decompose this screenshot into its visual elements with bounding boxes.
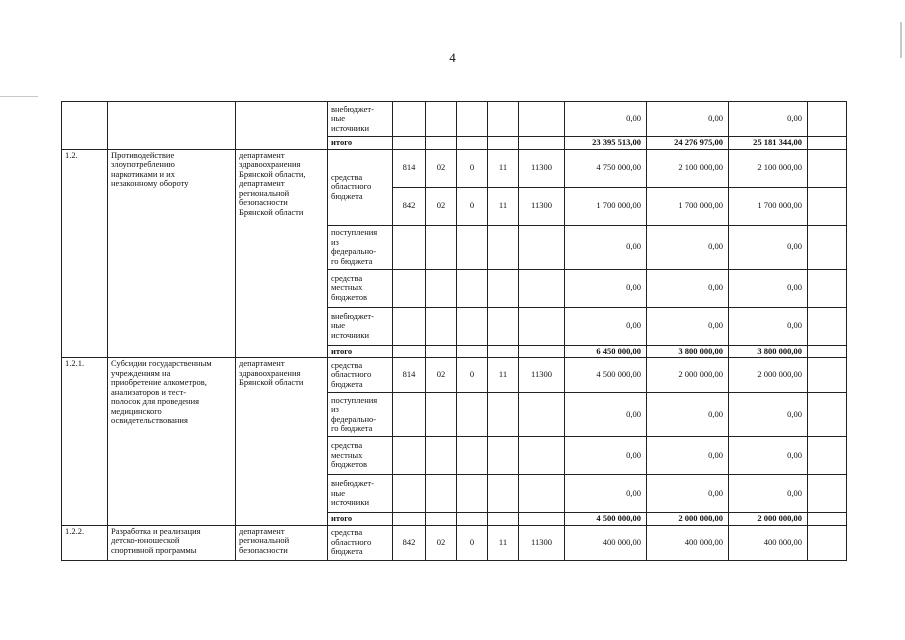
total-code-cell xyxy=(488,137,519,150)
grbs-code-cell xyxy=(393,393,426,437)
funding-source-cell: средства местных бюджетов xyxy=(328,269,393,307)
page-number: 4 xyxy=(449,50,456,65)
year-1-amount-cell: 0,00 xyxy=(565,437,647,475)
row-number-cell: 1.2. xyxy=(62,149,108,358)
section-code-cell: 02 xyxy=(426,525,457,560)
total-code-cell xyxy=(457,513,488,526)
section-code-cell: 02 xyxy=(426,187,457,225)
total-code-cell xyxy=(457,345,488,358)
executor-cell: департамент здравоохранения Брянской области xyxy=(236,358,328,526)
year-2-amount-cell: 0,00 xyxy=(647,102,729,137)
scan-edge-mark xyxy=(900,22,902,58)
total-code-cell xyxy=(519,137,565,150)
year-2-amount-cell: 0,00 xyxy=(647,437,729,475)
target-code-cell xyxy=(519,393,565,437)
program-code-cell: 11 xyxy=(488,149,519,187)
target-code-cell xyxy=(519,225,565,269)
subsection-code-cell: 0 xyxy=(457,187,488,225)
empty-cell xyxy=(808,525,847,560)
target-code-cell xyxy=(519,269,565,307)
year-1-amount-cell: 1 700 000,00 xyxy=(565,187,647,225)
subsection-code-cell: 0 xyxy=(457,525,488,560)
year-1-amount-cell: 0,00 xyxy=(565,475,647,513)
year-3-amount-cell: 0,00 xyxy=(729,225,808,269)
section-code-cell xyxy=(426,269,457,307)
target-code-cell xyxy=(519,102,565,137)
empty-cell xyxy=(808,225,847,269)
funding-source-cell: поступления из федерально- го бюджета xyxy=(328,393,393,437)
table-row xyxy=(62,358,847,393)
target-code-cell xyxy=(519,307,565,345)
empty-cell xyxy=(808,475,847,513)
program-code-cell xyxy=(488,102,519,137)
year-2-amount-cell: 1 700 000,00 xyxy=(647,187,729,225)
total-code-cell xyxy=(488,513,519,526)
section-code-cell: 02 xyxy=(426,358,457,393)
target-code-cell xyxy=(519,437,565,475)
year-1-amount-cell: 4 750 000,00 xyxy=(565,149,647,187)
total-year-3-amount-cell: 2 000 000,00 xyxy=(729,513,808,526)
year-2-amount-cell: 2 000 000,00 xyxy=(647,358,729,393)
total-label-cell: итого xyxy=(328,345,393,358)
section-code-cell xyxy=(426,307,457,345)
section-code-cell xyxy=(426,437,457,475)
table-row xyxy=(62,149,847,187)
grbs-code-cell xyxy=(393,475,426,513)
subsection-code-cell: 0 xyxy=(457,358,488,393)
row-number-cell: 1.2.1. xyxy=(62,358,108,526)
funding-source-cell: средства областного бюджета xyxy=(328,149,393,225)
empty-cell xyxy=(808,102,847,137)
program-code-cell: 11 xyxy=(488,525,519,560)
subsection-code-cell xyxy=(457,475,488,513)
grbs-code-cell xyxy=(393,437,426,475)
budget-table xyxy=(61,101,847,561)
total-code-cell xyxy=(393,137,426,150)
total-code-cell xyxy=(426,345,457,358)
year-1-amount-cell: 0,00 xyxy=(565,102,647,137)
executor-cell: департамент региональной безопасности xyxy=(236,525,328,560)
year-3-amount-cell: 0,00 xyxy=(729,269,808,307)
year-1-amount-cell: 0,00 xyxy=(565,393,647,437)
total-code-cell xyxy=(426,137,457,150)
section-code-cell xyxy=(426,475,457,513)
target-code-cell: 11300 xyxy=(519,187,565,225)
empty-cell xyxy=(808,269,847,307)
grbs-code-cell xyxy=(393,269,426,307)
funding-source-cell: средства областного бюджета xyxy=(328,358,393,393)
scan-edge-mark xyxy=(0,96,38,97)
empty-cell xyxy=(808,393,847,437)
total-year-3-amount-cell: 3 800 000,00 xyxy=(729,345,808,358)
total-year-2-amount-cell: 24 276 975,00 xyxy=(647,137,729,150)
section-code-cell xyxy=(426,102,457,137)
year-2-amount-cell: 2 100 000,00 xyxy=(647,149,729,187)
grbs-code-cell xyxy=(393,307,426,345)
empty-cell xyxy=(808,437,847,475)
total-year-2-amount-cell: 3 800 000,00 xyxy=(647,345,729,358)
measure-name-cell: Противодействие злоупотреблению наркотиками и их незаконному обороту xyxy=(108,149,236,358)
empty-cell xyxy=(808,187,847,225)
empty-cell xyxy=(808,137,847,150)
funding-source-cell: внебюджет- ные источники xyxy=(328,475,393,513)
subsection-code-cell xyxy=(457,393,488,437)
year-2-amount-cell: 0,00 xyxy=(647,475,729,513)
total-code-cell xyxy=(426,513,457,526)
year-2-amount-cell: 0,00 xyxy=(647,225,729,269)
grbs-code-cell: 814 xyxy=(393,358,426,393)
total-code-cell xyxy=(488,345,519,358)
year-2-amount-cell: 0,00 xyxy=(647,307,729,345)
total-label-cell: итого xyxy=(328,513,393,526)
section-code-cell: 02 xyxy=(426,149,457,187)
grbs-code-cell xyxy=(393,225,426,269)
empty-cell xyxy=(808,513,847,526)
measure-name-cell: Субсидии государственным учреждениям на приобретение алкометров, анализаторов и тест- полосок для проведения медицинского освидетельствования xyxy=(108,358,236,526)
total-code-cell xyxy=(519,513,565,526)
table-row xyxy=(62,102,847,137)
funding-source-cell: средства областного бюджета xyxy=(328,525,393,560)
year-3-amount-cell: 0,00 xyxy=(729,475,808,513)
total-label-cell: итого xyxy=(328,137,393,150)
total-year-3-amount-cell: 25 181 344,00 xyxy=(729,137,808,150)
executor-cell: департамент здравоохранения Брянской области, департамент региональной безопасности Брянской области xyxy=(236,149,328,358)
funding-source-cell: средства местных бюджетов xyxy=(328,437,393,475)
grbs-code-cell: 814 xyxy=(393,149,426,187)
total-code-cell xyxy=(457,137,488,150)
program-code-cell: 11 xyxy=(488,187,519,225)
empty-cell xyxy=(808,358,847,393)
year-3-amount-cell: 0,00 xyxy=(729,393,808,437)
year-1-amount-cell: 0,00 xyxy=(565,307,647,345)
grbs-code-cell xyxy=(393,102,426,137)
subsection-code-cell xyxy=(457,307,488,345)
year-1-amount-cell: 0,00 xyxy=(565,225,647,269)
year-3-amount-cell: 2 000 000,00 xyxy=(729,358,808,393)
year-3-amount-cell: 1 700 000,00 xyxy=(729,187,808,225)
program-code-cell xyxy=(488,475,519,513)
year-2-amount-cell: 0,00 xyxy=(647,269,729,307)
total-year-1-amount-cell: 23 395 513,00 xyxy=(565,137,647,150)
program-code-cell xyxy=(488,437,519,475)
target-code-cell: 11300 xyxy=(519,358,565,393)
year-1-amount-cell: 4 500 000,00 xyxy=(565,358,647,393)
empty-cell xyxy=(808,345,847,358)
table-row xyxy=(62,525,847,560)
executor-cell xyxy=(236,102,328,150)
empty-cell xyxy=(808,307,847,345)
subsection-code-cell xyxy=(457,437,488,475)
subsection-code-cell xyxy=(457,102,488,137)
total-year-2-amount-cell: 2 000 000,00 xyxy=(647,513,729,526)
subsection-code-cell: 0 xyxy=(457,149,488,187)
section-code-cell xyxy=(426,225,457,269)
year-3-amount-cell: 0,00 xyxy=(729,307,808,345)
grbs-code-cell: 842 xyxy=(393,525,426,560)
row-number-cell xyxy=(62,102,108,150)
total-code-cell xyxy=(393,345,426,358)
measure-name-cell xyxy=(108,102,236,150)
year-3-amount-cell: 0,00 xyxy=(729,437,808,475)
program-code-cell xyxy=(488,393,519,437)
year-2-amount-cell: 400 000,00 xyxy=(647,525,729,560)
section-code-cell xyxy=(426,393,457,437)
total-year-1-amount-cell: 6 450 000,00 xyxy=(565,345,647,358)
target-code-cell xyxy=(519,475,565,513)
row-number-cell: 1.2.2. xyxy=(62,525,108,560)
target-code-cell: 11300 xyxy=(519,149,565,187)
program-code-cell xyxy=(488,307,519,345)
subsection-code-cell xyxy=(457,269,488,307)
grbs-code-cell: 842 xyxy=(393,187,426,225)
program-code-cell xyxy=(488,269,519,307)
total-year-1-amount-cell: 4 500 000,00 xyxy=(565,513,647,526)
funding-source-cell: внебюджет- ные источники xyxy=(328,307,393,345)
funding-source-cell: поступления из федерально- го бюджета xyxy=(328,225,393,269)
total-code-cell xyxy=(393,513,426,526)
year-3-amount-cell: 2 100 000,00 xyxy=(729,149,808,187)
program-code-cell xyxy=(488,225,519,269)
target-code-cell: 11300 xyxy=(519,525,565,560)
year-3-amount-cell: 400 000,00 xyxy=(729,525,808,560)
program-code-cell: 11 xyxy=(488,358,519,393)
year-1-amount-cell: 400 000,00 xyxy=(565,525,647,560)
funding-source-cell: внебюджет- ные источники xyxy=(328,102,393,137)
measure-name-cell: Разработка и реализация детско-юношеской спортивной программы xyxy=(108,525,236,560)
year-1-amount-cell: 0,00 xyxy=(565,269,647,307)
year-2-amount-cell: 0,00 xyxy=(647,393,729,437)
total-code-cell xyxy=(519,345,565,358)
year-3-amount-cell: 0,00 xyxy=(729,102,808,137)
empty-cell xyxy=(808,149,847,187)
subsection-code-cell xyxy=(457,225,488,269)
